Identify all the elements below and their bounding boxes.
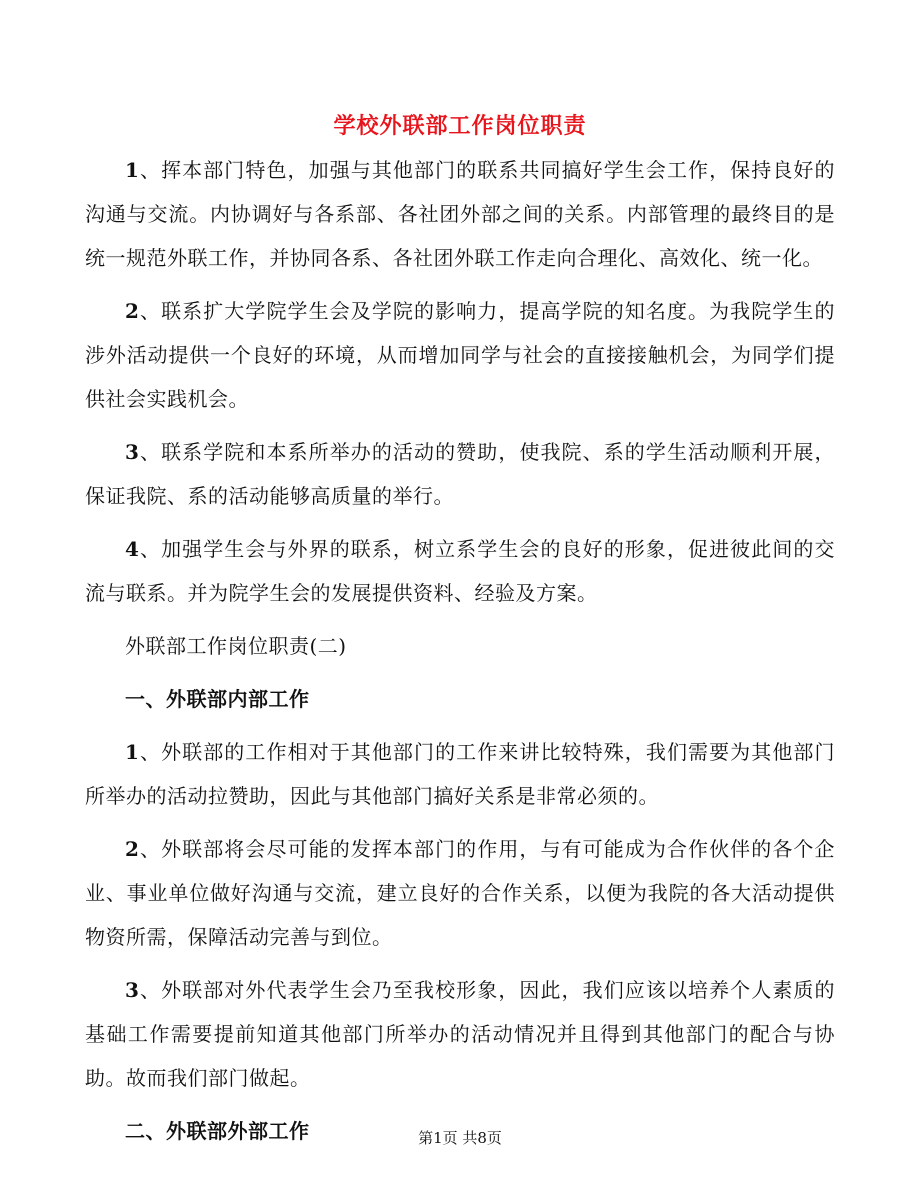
paragraph-number: 4 — [125, 537, 140, 561]
paragraph-text: 、外联部将会尽可能的发挥本部门的作用，与有可能成为合作伙伴的各个企业、事业单位做好沟通与交流，建立良好的合作关系，以便为我院的各大活动提供物资所需，保障活动完善与到位。 — [85, 837, 835, 949]
section-heading-internal: 一、外联部内部工作 — [125, 687, 310, 711]
section-subtitle: 外联部工作岗位职责(二) — [125, 634, 347, 658]
section-heading-external: 二、外联部外部工作 — [125, 1119, 310, 1143]
internal-paragraph-2 — [85, 827, 835, 959]
internal-paragraph-3 — [85, 968, 835, 1100]
paragraph-text: 、联系扩大学院学生会及学院的影响力，提高学院的知名度。为我院学生的涉外活动提供一个良好的环境，从而增加同学与社会的直接接触机会，为同学们提供社会实践机会。 — [85, 299, 835, 411]
document-body — [85, 148, 835, 1162]
paragraph-2 — [85, 289, 835, 421]
paragraph-text: 、外联部的工作相对于其他部门的工作来讲比较特殊，我们需要为其他部门所举办的活动拉赞助，因此与其他部门搞好关系是非常必须的。 — [85, 740, 835, 808]
paragraph-number: 3 — [125, 440, 140, 464]
paragraph-1 — [85, 148, 835, 280]
paragraph-4 — [85, 527, 835, 615]
page-footer: 第1页 共8页 — [418, 1129, 502, 1147]
paragraph-text: 、联系学院和本系所举办的活动的赞助，使我院、系的学生活动顺利开展，保证我院、系的活动能够高质量的举行。 — [85, 440, 835, 508]
internal-paragraph-1 — [85, 730, 835, 818]
paragraph-3 — [85, 430, 835, 518]
paragraph-text: 、挥本部门特色，加强与其他部门的联系共同搞好学生会工作，保持良好的沟通与交流。内协调好与各系部、各社团外部之间的关系。内部管理的最终目的是统一规范外联工作，并协同各系、各社团外联工作走向合理化、高效化、统一化。 — [85, 158, 835, 270]
paragraph-text: 、外联部对外代表学生会乃至我校形象，因此，我们应该以培养个人素质的基础工作需要提前知道其他部门所举办的活动情况并且得到其他部门的配合与协助。故而我们部门做起。 — [85, 978, 835, 1090]
paragraph-number: 2 — [125, 299, 140, 323]
paragraph-number: 1 — [125, 158, 140, 182]
paragraph-number: 1 — [125, 740, 140, 764]
paragraph-text: 、加强学生会与外界的联系，树立系学生会的良好的形象，促进彼此间的交流与联系。并为院学生会的发展提供资料、经验及方案。 — [85, 537, 835, 605]
paragraph-number: 2 — [125, 837, 140, 861]
paragraph-number: 3 — [125, 978, 140, 1002]
document-title: 学校外联部工作岗位职责 — [333, 113, 587, 139]
